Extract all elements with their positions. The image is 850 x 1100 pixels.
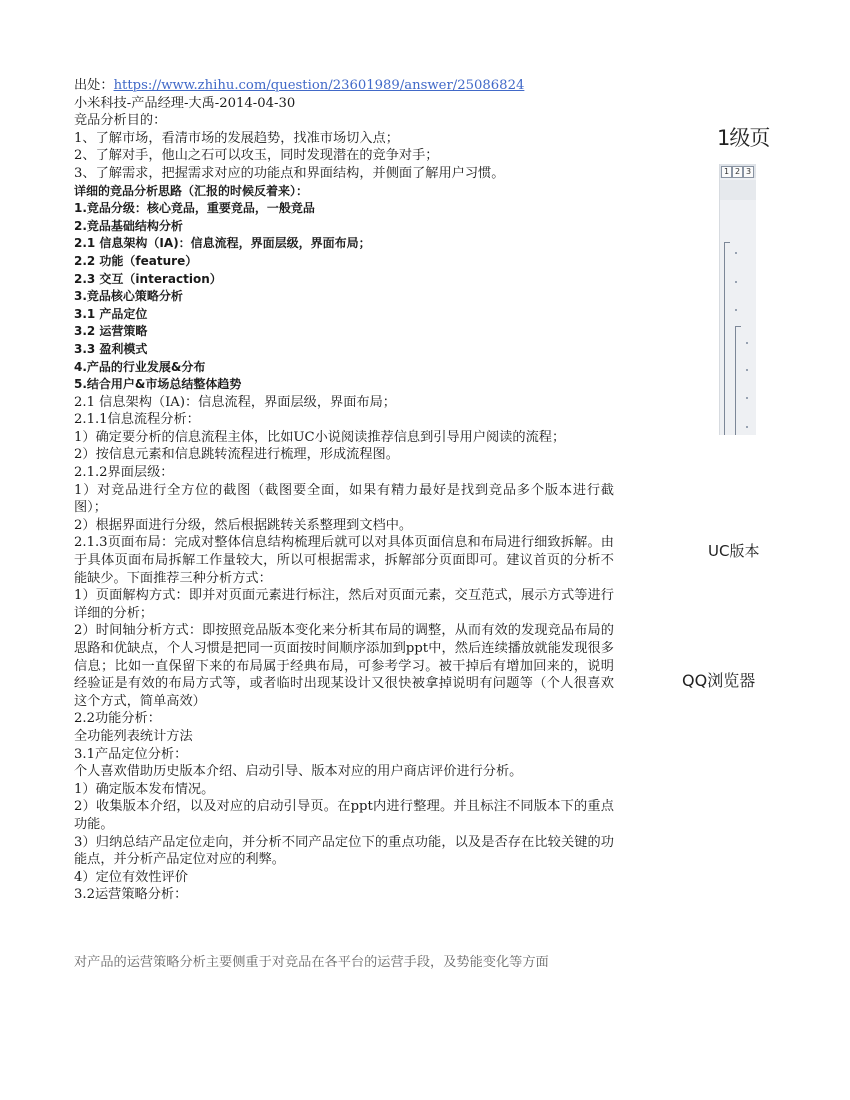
uc-version-label: UC版本	[708, 542, 760, 560]
body-paragraph: 1）确定版本发布情况。	[74, 781, 215, 797]
source-line	[74, 77, 614, 95]
tree-node	[735, 309, 737, 311]
tree-node	[746, 369, 748, 371]
body-paragraph: 2.1 信息架构（IA)：信息流程，界面层级，界面布局；	[74, 394, 396, 410]
body-paragraph: 2.1.1信息流程分析：	[74, 412, 200, 428]
body-paragraph: 1）对竞品进行全方位的截图（截图要全面，如果有精力最好是找到竞品多个版本进行截图）；	[74, 482, 614, 516]
body-paragraph: 4）定位有效性评价	[74, 869, 188, 885]
source-label: 出处：	[74, 78, 114, 93]
outline-item: 3.1 产品定位	[74, 306, 148, 321]
tree-connector	[735, 326, 736, 435]
outline-item: 2.竞品基础结构分析	[74, 218, 183, 233]
outline-item: 3.2 运营策略	[74, 324, 148, 339]
body-paragraph: 2）按信息元素和信息跳转流程进行梳理，形成流程图。	[74, 447, 399, 463]
sheet-tab[interactable]: 3	[743, 166, 754, 178]
outline-item: 2.1 信息架构（IA)：信息流程，界面层级，界面布局；	[74, 236, 371, 251]
body-paragraph: 个人喜欢借助历史版本介绍、启动引导、版本对应的用户商店评价进行分析。	[74, 764, 523, 780]
document-body	[74, 77, 614, 971]
sheet-tab[interactable]: 2	[732, 166, 743, 178]
qq-browser-label: QQ浏览器	[682, 671, 756, 690]
purpose-title: 竞品分析目的：	[74, 113, 167, 129]
outline-item: 3.竞品核心策略分析	[74, 289, 183, 304]
tree-node	[735, 252, 737, 254]
outline-item: 详细的竞品分析思路（汇报的时候反着来）：	[74, 183, 309, 198]
outline-item: 2.2 功能（feature）	[74, 253, 198, 268]
outline-item: 5.结合用户&市场总结整体趋势	[74, 377, 242, 392]
body-paragraph: 2.2功能分析：	[74, 711, 161, 727]
outline-item: 2.3 交互（interaction）	[74, 271, 222, 286]
body-paragraph: 2）时间轴分析方式：即按照竞品版本变化来分析其布局的调整，从而有效的发现竞品布局的思路和优缺点，个人习惯是把同一页面按时间顺序添加到ppt中，然后连续播放就能发现很多信息；比如一直保留下来的布局属于经典布局，可参考学习。被干掉后有增加回来的，说明经验证是有效的布局方式等，或者临时出现某设计又很快被拿掉说明有问题等（个人很喜欢这个方式，简单高效）	[74, 623, 614, 709]
body-paragraph: 3.1产品定位分析：	[74, 746, 188, 762]
outline-item: 1.竞品分级：核心竞品，重要竞品，一般竞品	[74, 201, 315, 216]
body-paragraph: 1）确定要分析的信息流程主体，比如UC小说阅读推荐信息到引导用户阅读的流程；	[74, 429, 566, 445]
tree-node	[746, 426, 748, 428]
tree-connector	[735, 326, 741, 327]
outline-item: 3.3 盈利模式	[74, 341, 148, 356]
body-paragraph: 2.1.2界面层级：	[74, 465, 174, 481]
source-link[interactable]: https://www.zhihu.com/question/23601989/answer/25086824	[113, 78, 525, 93]
sheet-tab[interactable]: 1	[721, 166, 732, 178]
purpose-item: 3、了解需求，把握需求对应的功能点和界面结构，并侧面了解用户习惯。	[74, 165, 505, 181]
body-paragraph: 2）收集版本介绍，以及对应的启动引导页。在ppt内进行整理。并且标注不同版本下的重点功能。	[74, 799, 614, 832]
clipped-paragraph: 对产品的运营策略分析主要侧重于对竞品在各平台的运营手段，及势能变化等方面	[74, 955, 549, 970]
purpose-item: 1、了解市场，看清市场的发展趋势，找准市场切入点；	[74, 130, 399, 146]
outline-item: 4.产品的行业发展&分布	[74, 359, 206, 374]
tree-connector	[724, 242, 725, 435]
level-page-label: 1级页	[717, 126, 770, 150]
body-paragraph: 2）根据界面进行分级，然后根据跳转关系整理到文档中。	[74, 517, 413, 533]
sheet-tabs	[720, 164, 756, 178]
tree-connector	[724, 242, 730, 243]
body-paragraph: 1）页面解构方式：即并对页面元素进行标注，然后对页面元素，交互范式，展示方式等进行详细的分析；	[74, 588, 614, 621]
body-paragraph: 3）归纳总结产品定位走向，并分析不同产品定位下的重点功能，以及是否存在比较关键的功能点，并分析产品定位对应的利弊。	[74, 834, 614, 868]
sitemap-thumbnail	[719, 164, 756, 435]
body-paragraph: 全功能列表统计方法	[74, 728, 193, 744]
body-paragraph: 3.2运营策略分析：	[74, 887, 188, 903]
purpose-item: 2、了解对手，他山之石可以攻玉，同时发现潜在的竞争对手；	[74, 148, 439, 164]
tree-node	[746, 342, 748, 344]
tree-node	[746, 397, 748, 399]
toolbar-strip	[720, 180, 756, 200]
tree-node	[735, 281, 737, 283]
body-paragraph: 2.1.3页面布局：完成对整体信息结构梳理后就可以对具体页面信息和布局进行细致拆解。由于具体页面布局拆解工作量较大，所以可根据需求，拆解部分页面即可。建议首页的分析不能缺少。下面推荐三种分析方式：	[74, 535, 614, 586]
author-line: 小米科技-产品经理-大禹-2014-04-30	[74, 95, 296, 111]
clipped-text-line	[74, 955, 614, 971]
